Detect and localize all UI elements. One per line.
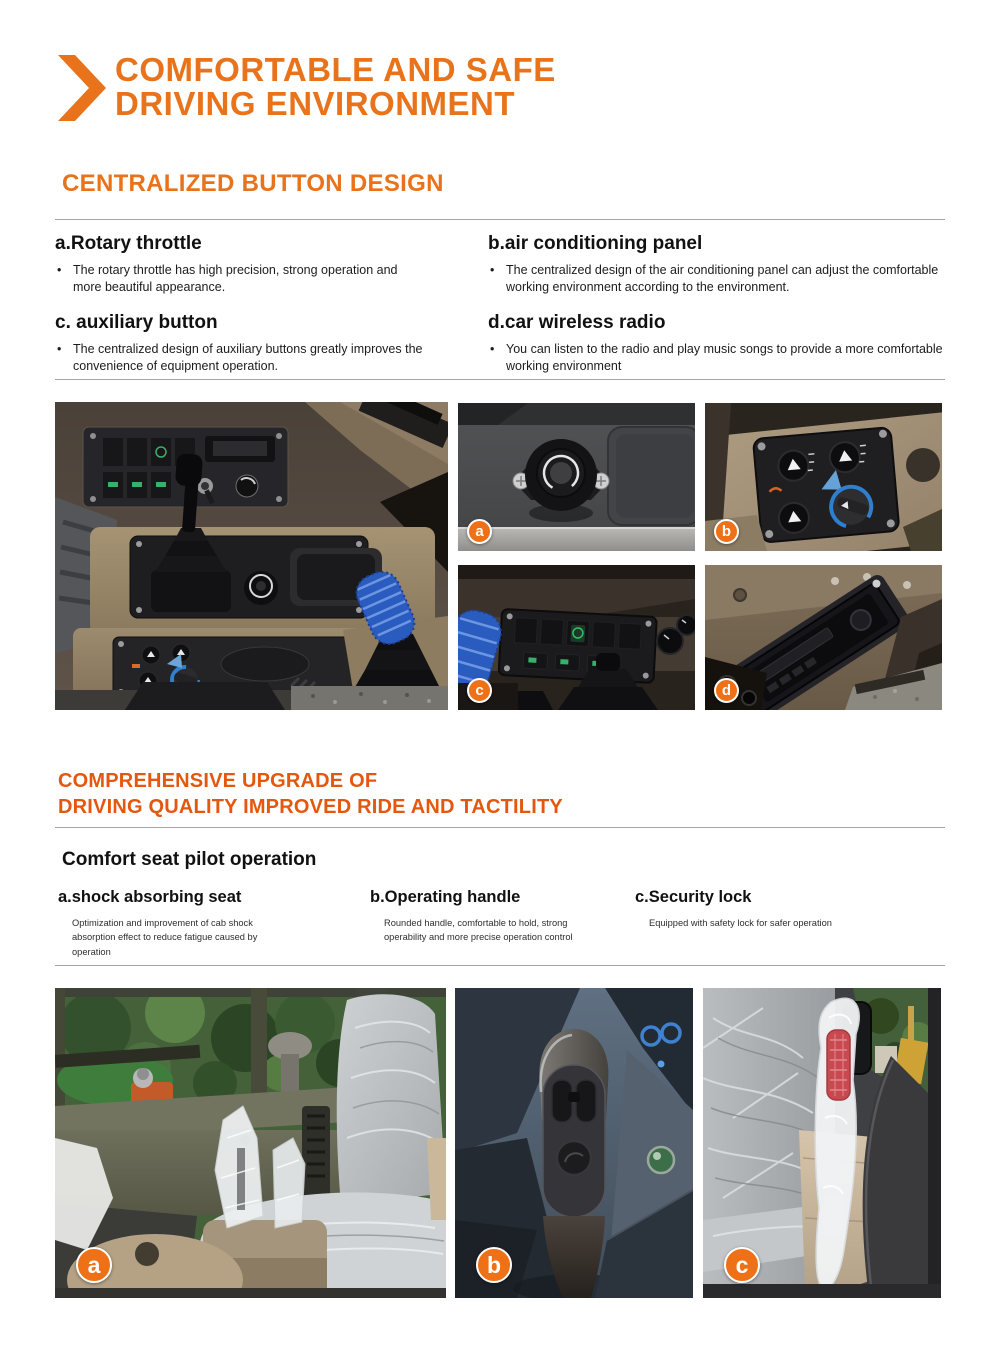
image-badge-a: a (467, 519, 492, 544)
feature-title: b.Operating handle (370, 888, 521, 906)
section2-heading (58, 768, 563, 820)
chevron-icon (55, 52, 107, 124)
divider (55, 219, 945, 220)
feature-title: d.car wireless radio (488, 312, 666, 333)
car-radio-illustration (705, 565, 942, 710)
feature-desc: Rounded handle, comfortable to hold, strong operability and more precise operation control (384, 918, 573, 943)
features-column-right (488, 233, 958, 391)
photo-auxiliary-buttons (458, 565, 695, 710)
photo-rotary-throttle (458, 403, 695, 551)
feature-title: a.Rotary throttle (55, 233, 202, 254)
feature-wireless-radio (488, 312, 958, 374)
photo-console-overview (55, 402, 448, 710)
feature-title: c.Security lock (635, 888, 752, 906)
ac-panel-illustration (705, 403, 942, 551)
page-title-line2: DRIVING ENVIRONMENT (115, 85, 516, 122)
feature-rotary-throttle (55, 233, 467, 295)
auxiliary-buttons-illustration (458, 565, 695, 710)
rotary-throttle-illustration (458, 403, 695, 551)
feature-desc: • The rotary throttle has high precision, strong operation and more beautiful appearance. (55, 262, 423, 295)
feature-title: c. auxiliary button (55, 312, 218, 333)
image-badge-c: c (467, 678, 492, 703)
seat-cab-illustration (55, 988, 446, 1298)
page-title-line1: COMFORTABLE AND SAFE (115, 51, 556, 88)
photo-badge-b: b (476, 1247, 512, 1283)
feature-security-lock (635, 888, 945, 930)
section2-heading-line1: COMPREHENSIVE UPGRADE OF (58, 770, 378, 792)
feature-desc: • You can listen to the radio and play music songs to provide a more comfortable working environment (488, 341, 958, 374)
section1-heading: CENTRALIZED BUTTON DESIGN (62, 170, 444, 197)
feature-desc: Equipped with safety lock for safer operation (649, 918, 832, 928)
photo-shock-absorbing-seat (55, 988, 446, 1298)
divider (55, 827, 945, 828)
photo-operating-handle (455, 988, 693, 1298)
divider (55, 379, 945, 380)
image-badge-b: b (714, 519, 739, 544)
page-title (115, 53, 556, 121)
photo-car-radio (705, 565, 942, 710)
feature-auxiliary-button (55, 312, 467, 374)
feature-desc: • The centralized design of the air conditioning panel can adjust the comfortable working environment according to the environment. (488, 262, 958, 295)
section2-subheading: Comfort seat pilot operation (62, 849, 317, 870)
feature-title: b.air conditioning panel (488, 233, 703, 254)
divider (55, 965, 945, 966)
photo-security-lock (703, 988, 941, 1298)
feature-desc: Optimization and improvement of cab shock absorption effect to reduce fatigue caused by operation (72, 918, 258, 957)
photo-ac-panel (705, 403, 942, 551)
section2-heading-line2: DRIVING QUALITY IMPROVED RIDE AND TACTILITY (58, 796, 563, 818)
console-overview-illustration (55, 402, 448, 710)
feature-desc: • The centralized design of auxiliary buttons greatly improves the convenience of equipment operation. (55, 341, 423, 374)
image-badge-d: d (714, 678, 739, 703)
features-column-left (55, 233, 467, 391)
photo-badge-a: a (76, 1247, 112, 1283)
feature-operating-handle (370, 888, 640, 945)
feature-shock-absorbing-seat (58, 888, 358, 959)
feature-air-conditioning (488, 233, 958, 295)
photo-badge-c: c (724, 1247, 760, 1283)
feature-title: a.shock absorbing seat (58, 888, 242, 906)
